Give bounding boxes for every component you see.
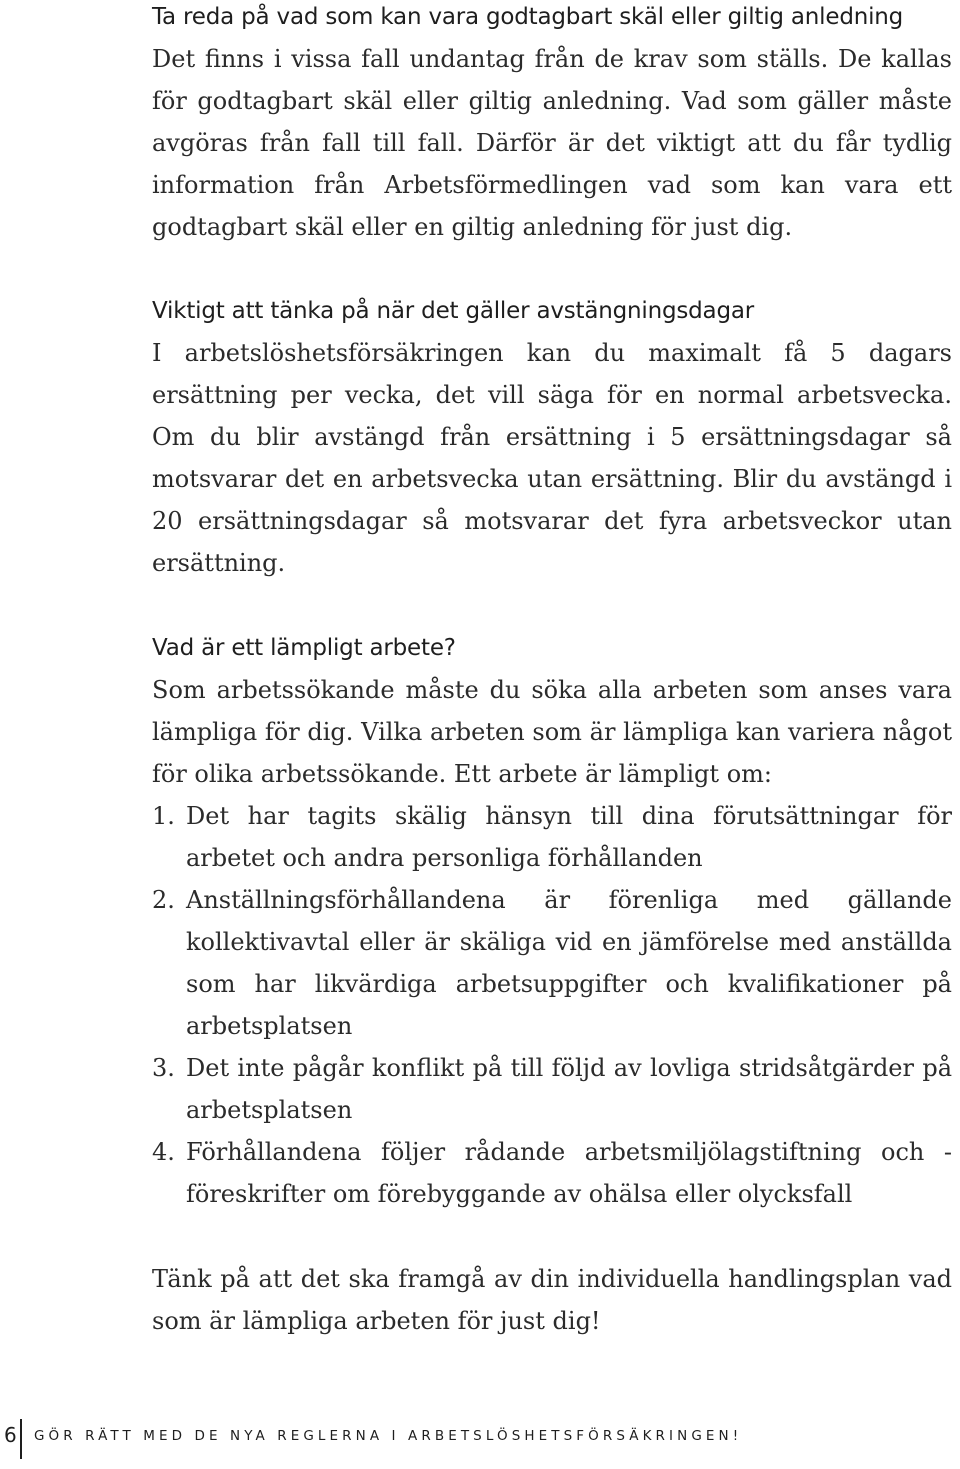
criteria-list	[152, 795, 952, 1215]
section-valid-reasons	[152, 0, 952, 248]
section-closing	[152, 1258, 952, 1342]
list-item	[152, 1047, 952, 1131]
section-heading: Vad är ett lämpligt arbete?	[152, 635, 456, 661]
section-heading: Ta reda på vad som kan vara godtagbart skäl eller giltig anledning	[152, 4, 904, 30]
section-suspension-days	[152, 290, 952, 584]
list-item	[152, 1131, 952, 1215]
list-text: Det har tagits skälig hänsyn till dina förutsättningar för arbetet och andra personliga förhållanden	[186, 802, 952, 872]
closing-text: Tänk på att det ska framgå av din individuella handlingsplan vad som är lämpliga arbeten för just dig!	[152, 1265, 952, 1335]
section-suitable-work	[152, 627, 952, 1215]
list-number: 1.	[152, 802, 175, 830]
footer-divider	[20, 1419, 22, 1459]
list-number: 4.	[152, 1138, 175, 1166]
section-body: I arbetslöshetsförsäkringen kan du maximalt få 5 dagars ersättning per vecka, det vill säga för en normal arbetsvecka. Om du blir avstängd från ersättning i 5 ersättningsdagar så motsvarar det en arbetsvecka utan ersättning. Blir du avstängd i 20 ersättningsdagar så motsvarar det fyra arbetsveckor utan ersättning.	[152, 339, 952, 577]
section-heading: Viktigt att tänka på när det gäller avstängningsdagar	[152, 298, 754, 324]
section-body: Det finns i vissa fall undantag från de krav som ställs. De kallas för godtagbart skäl eller giltig anledning. Vad som gäller måste avgöras från fall till fall. Därför är det viktigt att du får tydlig information från Arbetsförmedlingen vad som kan vara ett godtagbart skäl eller en giltig anledning för just dig.	[152, 45, 952, 241]
page-footer	[0, 1409, 960, 1469]
list-item	[152, 795, 952, 879]
list-text: Anställningsförhållandena är förenliga med gällande kollektivavtal eller är skäliga vid en jämförelse med anställda som har likvärdiga arbetsuppgifter och kvalifikationer på arbetsplatsen	[186, 886, 952, 1040]
footer-title: GÖR RÄTT MED DE NYA REGLERNA I ARBETSLÖSHETSFÖRSÄKRINGEN!	[34, 1428, 743, 1444]
list-text: Förhållandena följer rådande arbetsmiljölagstiftning och -föreskrifter om förebyggande av ohälsa eller olycksfall	[186, 1138, 952, 1208]
section-body: Som arbetssökande måste du söka alla arbeten som anses vara lämpliga för dig. Vilka arbeten som är lämpliga kan variera något för olika arbetssökande. Ett arbete är lämpligt om:	[152, 676, 952, 788]
page-number: 6	[4, 1423, 17, 1447]
list-text: Det inte pågår konflikt på till följd av lovliga stridsåtgärder på arbetsplatsen	[186, 1054, 952, 1124]
list-item	[152, 879, 952, 1047]
list-number: 3.	[152, 1054, 175, 1082]
list-number: 2.	[152, 886, 175, 914]
